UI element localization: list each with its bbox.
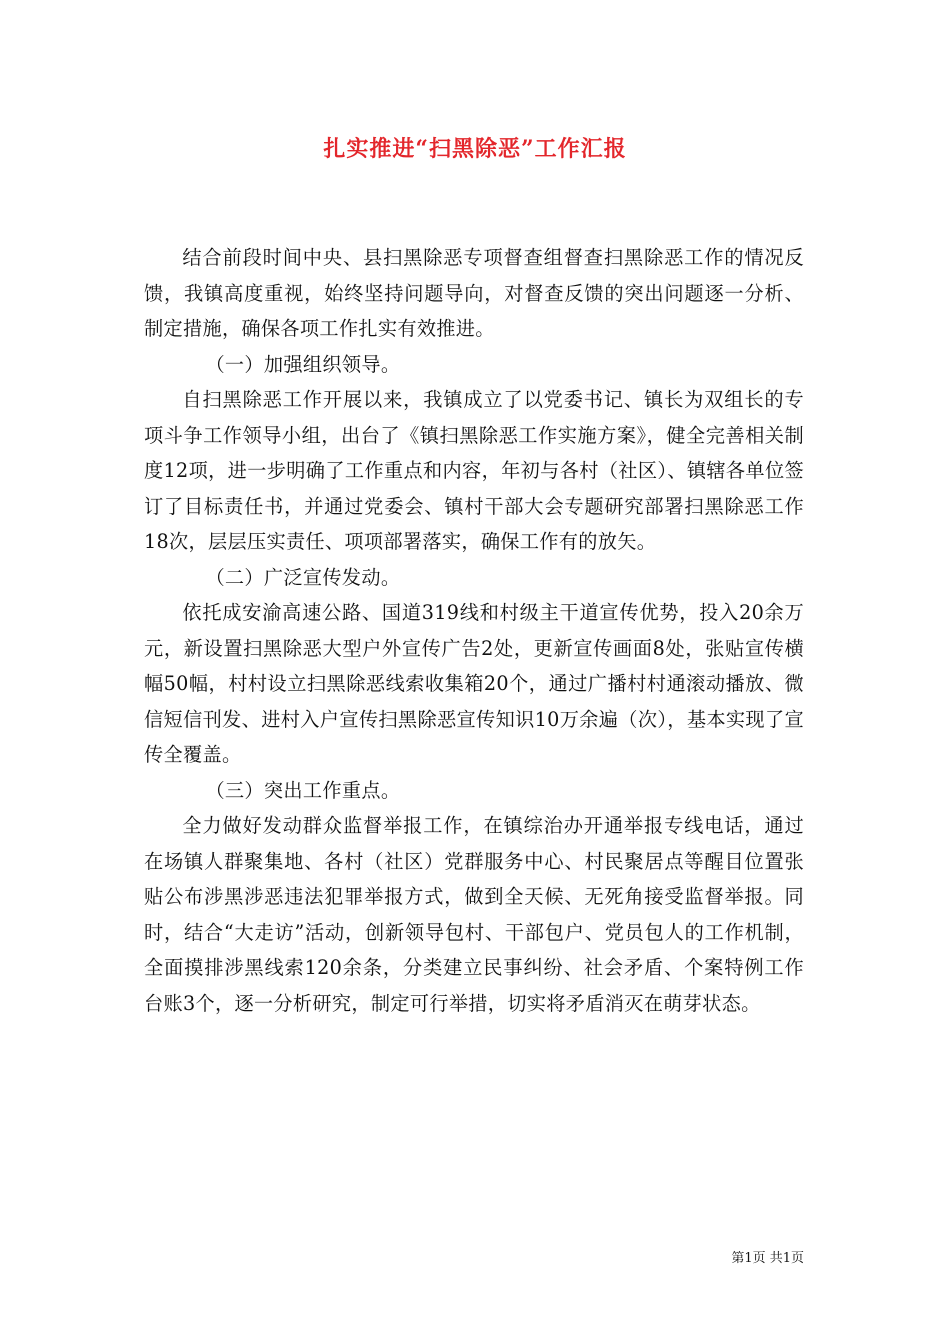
section-heading-1: （一）加强组织领导。 — [205, 352, 401, 376]
intro-paragraph: 结合前段时间中央、县扫黑除恶专项督查组督查扫黑除恶工作的情况反馈，我镇高度重视，始终坚持问题导向，对督查反馈的突出问题逐一分析、制定措施，确保各项工作扎实有效推进。 — [144, 246, 804, 340]
section-paragraph-2: 依托成安渝高速公路、国道319线和村级主干道宣传优势，投入20余万元，新设置扫黑除恶大型户外宣传广告2处，更新宣传画面8处，张贴宣传横幅50幅，村村设立扫黑除恶线索收集箱20个，通过广播村村通滚动播放、微信短信刊发、进村入户宣传扫黑除恶宣传知识10万余遍（次），基本实现了宣传全覆盖。 — [144, 601, 804, 766]
section-paragraph-1: 自扫黑除恶工作开展以来，我镇成立了以党委书记、镇长为双组长的专项斗争工作领导小组，出台了《镇扫黑除恶工作实施方案》，健全完善相关制度12项，进一步明确了工作重点和内容，年初与各村（社区）、镇辖各单位签订了目标责任书，并通过党委会、镇村干部大会专题研究部署扫黑除恶工作18次，层层压实责任、项项部署落实，确保工作有的放矢。 — [144, 388, 804, 553]
document-body — [144, 240, 804, 1021]
section-paragraph-3: 全力做好发动群众监督举报工作，在镇综治办开通举报专线电话，通过在场镇人群聚集地、各村（社区）党群服务中心、村民聚居点等醒目位置张贴公布涉黑涉恶违法犯罪举报方式，做到全天候、无死角接受监督举报。同时，结合“大走访”活动，创新领导包村、干部包户、党员包人的工作机制，全面摸排涉黑线索120余条，分类建立民事纠纷、社会矛盾、个案特例工作台账3个，逐一分析研究，制定可行举措，切实将矛盾消灭在萌芽状态。 — [144, 814, 804, 1015]
section-heading-2: （二）广泛宣传发动。 — [205, 565, 401, 589]
page-number-footer: 第1页 共1页 — [731, 1251, 804, 1266]
section-heading-3: （三）突出工作重点。 — [205, 778, 401, 802]
document-title: 扎实推进“扫黑除恶”工作汇报 — [323, 136, 627, 162]
